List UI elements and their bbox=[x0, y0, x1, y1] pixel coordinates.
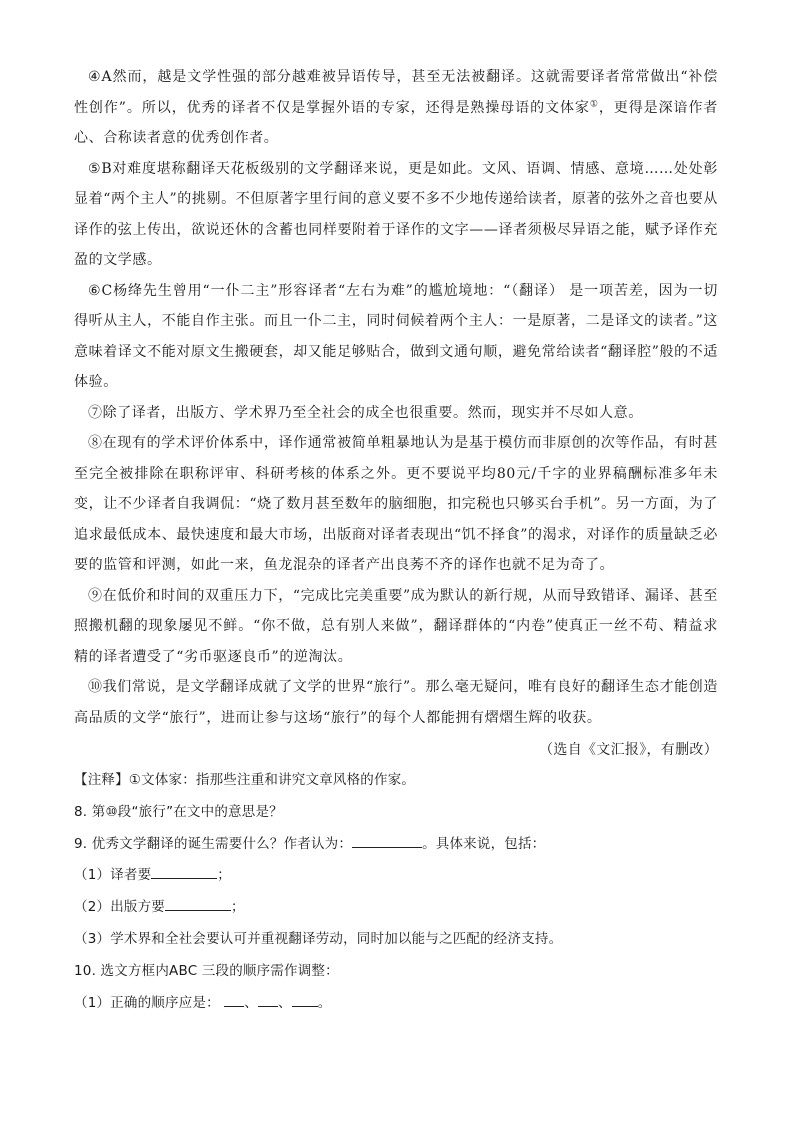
paragraph-marker: ⑥C bbox=[88, 282, 113, 299]
paragraph-5 bbox=[74, 154, 718, 276]
question-8: 8. 第⑩段“旅行”在文中的意思是？ bbox=[74, 803, 283, 820]
answer-blank[interactable] bbox=[151, 862, 217, 879]
answer-blank[interactable] bbox=[258, 990, 278, 1007]
item-prefix: （1）正确的顺序应是： bbox=[74, 994, 220, 1011]
footnote-marker: ① bbox=[589, 98, 599, 109]
item-suffix: ； bbox=[217, 867, 231, 884]
answer-blank[interactable] bbox=[224, 990, 244, 1007]
paragraph-marker: ⑧ bbox=[88, 435, 103, 451]
paragraph-marker: ⑨ bbox=[88, 587, 103, 604]
answer-blank[interactable] bbox=[292, 990, 318, 1007]
paragraph-9 bbox=[74, 581, 718, 673]
paragraph-text-tail: ，更得是深谙作者心、合称读者意的优秀创作者。 bbox=[74, 99, 718, 146]
annotation: 【注释】①文体家：指那些注重和讲究文章风格的作家。 bbox=[74, 772, 416, 788]
question-9-suffix: 。具体来说，包括： bbox=[422, 835, 546, 852]
answer-blank[interactable] bbox=[165, 894, 231, 911]
paragraph-marker: ⑦ bbox=[88, 404, 103, 421]
question-9 bbox=[74, 829, 718, 861]
paragraph-6 bbox=[74, 276, 718, 398]
paragraph-text: 我们常说，是文学翻译成就了文学的世界“旅行”。那么毫无疑问，唯有良好的翻译生态才能创造高品质的文学“旅行”，进而让参与这场“旅行”的每个人都能拥有熠熠生辉的收获。 bbox=[74, 679, 718, 726]
item-prefix: （2）出版方要 bbox=[74, 899, 165, 916]
paragraph-text: 在低价和时间的双重压力下，“完成比完美重要”成为默认的新行规，从而导致错译、漏译、甚至照搬机翻的现象屡见不鲜。“你不做，总有别人来做”，翻译群体的“内卷”使真正一丝不苟、精益求精的译者遭受了“劣币驱逐良币”的逆淘汰。 bbox=[74, 587, 718, 665]
paragraph-text: 除了译者，出版方、学术界乃至全社会的成全也很重要。然而，现实并不尽如人意。 bbox=[102, 404, 643, 421]
paragraph-text: 在现有的学术评价体系中，译作通常被简单粗暴地认为是基于模仿而非原创的次等作品，有时甚至完全被排除在职称评审、科研考核的体系之外。更不要说平均80元/千字的业界稿酬标准多年未变，让不少译者自我调侃：“烧了数月甚至数年的脑细胞，扣完税也只够买台手机”。另一方面，为了追求最低成本、最快速度和最大市场，出版商对译者表现出“饥不择食”的渴求，对译作的质量缺乏必要的监管和评测，如此一来，鱼龙混杂的译者产出良莠不齐的译作也就不足为奇了。 bbox=[74, 435, 718, 573]
question-10-item-1 bbox=[74, 988, 718, 1020]
separator: 、 bbox=[244, 994, 258, 1011]
paragraph-marker: ⑩ bbox=[88, 679, 103, 695]
question-9-item-3: （3）学术界和全社会要认可并重视翻译劳动，同时加以能与之匹配的经济支持。 bbox=[74, 930, 563, 947]
paragraph-8 bbox=[74, 428, 718, 581]
paragraph-marker: ④A bbox=[88, 69, 113, 85]
paragraph-marker: ⑤B bbox=[88, 160, 113, 177]
question-9-prefix: 9. 优秀文学翻译的诞生需要什么？作者认为： bbox=[74, 835, 353, 852]
source-citation: （选自《文汇报》，有删改） bbox=[539, 742, 718, 758]
item-end: 。 bbox=[317, 994, 332, 1011]
paragraph-text: 然而，越是文学性强的部分越难被异语传导，甚至无法被翻译。这就需要译者常常做出“补偿性创作”。所以，优秀的译者不仅是掌握外语的专家，还得是熟操母语的文体家 bbox=[74, 69, 718, 116]
paragraph-text: 对难度堪称翻译天花板级别的文学翻译来说，更是如此。文风、语调、情感、意境……处处彰显着“两个主人”的挑剔。不但原著字里行间的意义要不多不少地传递给读者，原著的弦外之音也要从译作的弦上传出，欲说还休的含蓄也同样要附着于译作的文字——译者须极尽异语之能，赋予译作充盈的文学感。 bbox=[74, 160, 718, 268]
paragraph-4 bbox=[74, 62, 718, 154]
question-10: 10. 选文方框内ABC 三段的顺序需作调整： bbox=[74, 962, 339, 979]
paragraph-text: 杨绛先生曾用“一仆二主”形容译者“左右为难”的尴尬境地：“（翻译） 是一项苦差，因为一切得听从主人，不能自作主张。而且一仆二主，同时伺候着两个主人：一是原著，二是译文的读者。”这意味着译文不能对原文生搬硬套，却又能足够贴合，做到文通句顺，避免常给读者“翻译腔”般的不适体验。 bbox=[74, 282, 718, 390]
item-prefix: （1）译者要 bbox=[74, 867, 152, 884]
separator: 、 bbox=[278, 994, 292, 1011]
answer-blank[interactable] bbox=[352, 831, 422, 848]
paragraph-7 bbox=[74, 398, 718, 429]
question-9-item-1 bbox=[74, 860, 718, 892]
paragraph-10 bbox=[74, 672, 718, 733]
question-9-item-2 bbox=[74, 892, 718, 924]
item-suffix: ； bbox=[231, 899, 245, 916]
